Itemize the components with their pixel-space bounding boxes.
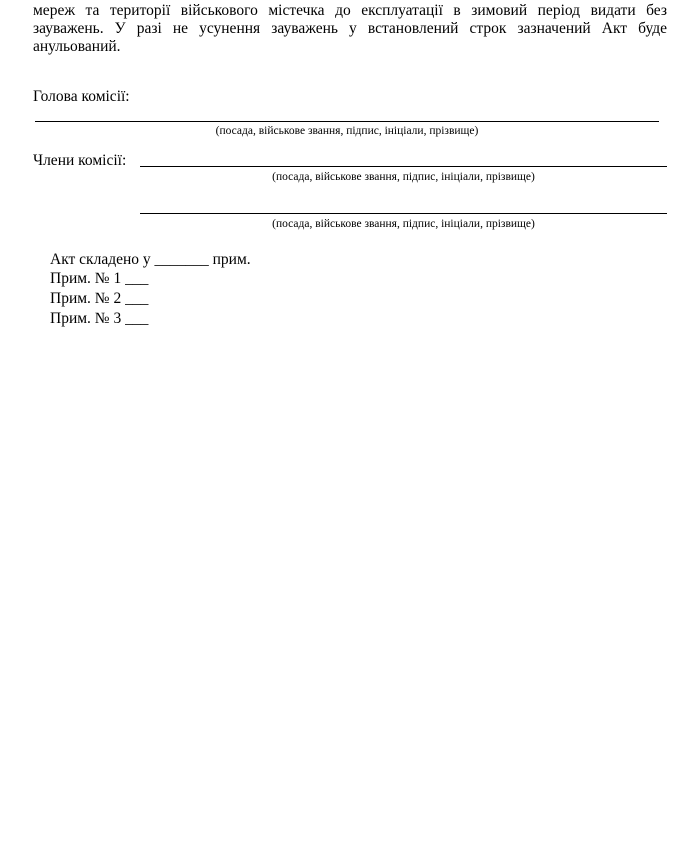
member-2-signature-caption: (посада, військове звання, підпис, ініціали, прізвище) bbox=[272, 218, 535, 230]
chairman-signature-caption: (посада, військове звання, підпис, ініціали, прізвище) bbox=[215, 125, 479, 137]
member-1-signature-caption: (посада, військове звання, підпис, ініціали, прізвище) bbox=[272, 171, 535, 183]
members-label: Члени комісії: bbox=[33, 152, 127, 169]
chairman-signature-line bbox=[35, 121, 659, 122]
chairman-label: Голова комісії: bbox=[33, 88, 130, 105]
member-1-signature-line bbox=[140, 166, 667, 167]
copy-item-2: Прим. № 2 ___ bbox=[50, 290, 149, 307]
copy-item-3: Прим. № 3 ___ bbox=[50, 310, 149, 327]
paragraph-line-1: мереж та території військового містечка до експлуатації в зимовий період видати без bbox=[33, 2, 667, 19]
paragraph-line-3: анульований. bbox=[33, 38, 121, 55]
copies-count-line: Акт складено у _______ прим. bbox=[50, 251, 251, 268]
paragraph-line-2: зауважень. У разі не усунення зауважень у встановлений строк зазначений Акт буде bbox=[33, 20, 667, 37]
copy-item-1: Прим. № 1 ___ bbox=[50, 270, 149, 287]
member-2-signature-line bbox=[140, 213, 667, 214]
